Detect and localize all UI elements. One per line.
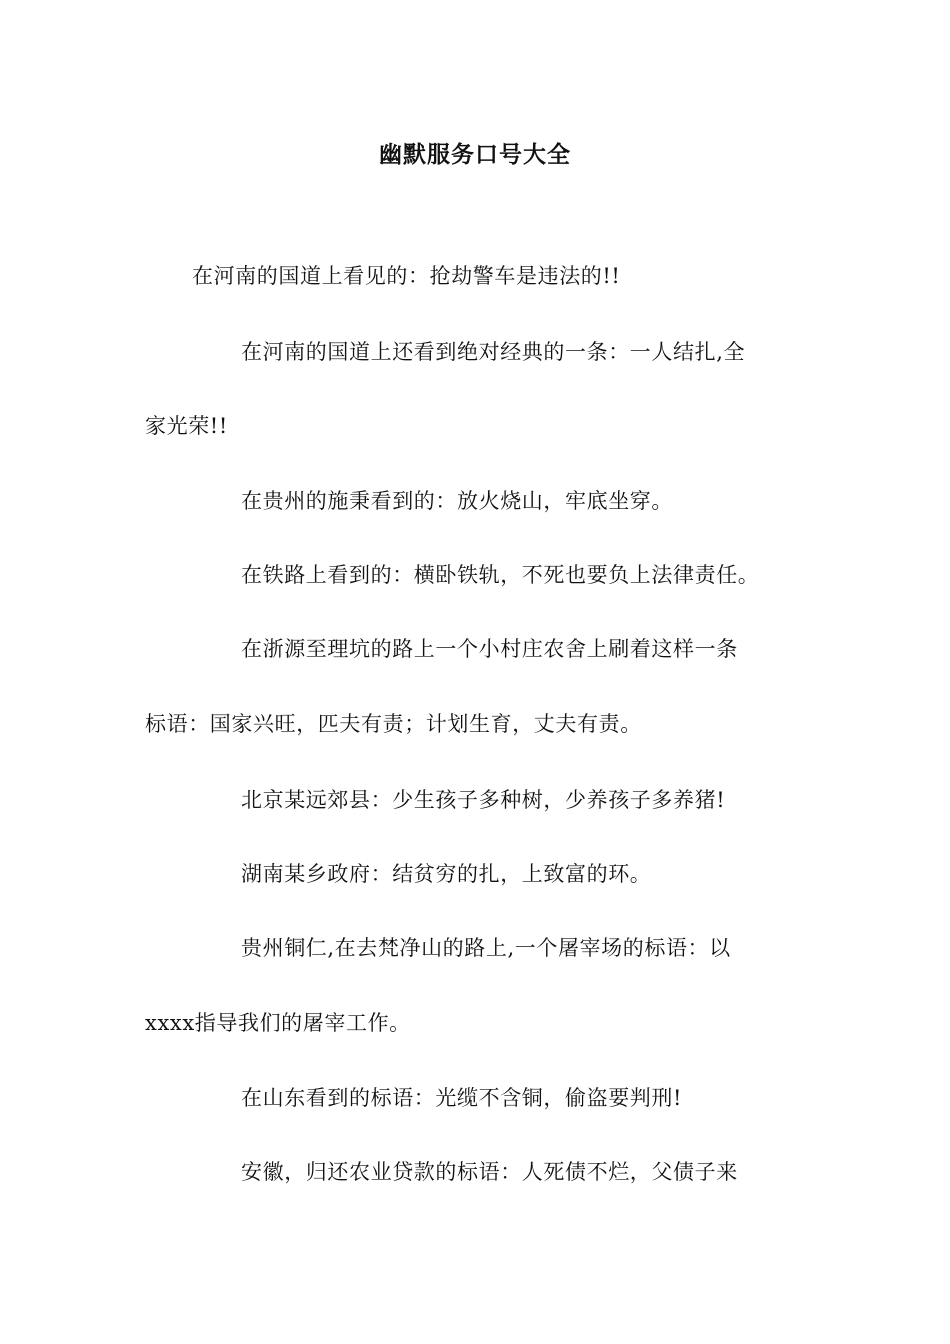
text-line: 北京某远郊县：少生孩子多种树，少养孩子多养猪! bbox=[241, 788, 726, 812]
text-line: 在贵州的施秉看到的：放火烧山，牢底坐穿。 bbox=[241, 489, 673, 513]
text-line: 标语：国家兴旺，匹夫有责；计划生育，丈夫有责。 bbox=[145, 712, 642, 736]
text-line: 在山东看到的标语：光缆不含铜，偷盗要判刑! bbox=[241, 1086, 683, 1110]
text-line: 在铁路上看到的：横卧铁轨，不死也要负上法律责任。 bbox=[241, 563, 760, 587]
text-line: xxxx指导我们的屠宰工作。 bbox=[145, 1011, 411, 1035]
text-line: 在河南的国道上还看到绝对经典的一条：一人结扎,全 bbox=[241, 340, 746, 364]
text-line: 安徽，归还农业贷款的标语：人死债不烂，父债子来 bbox=[241, 1160, 738, 1184]
text-line: 家光荣!! bbox=[145, 414, 228, 438]
text-line: 在河南的国道上看见的：抢劫警车是违法的!! bbox=[192, 264, 621, 288]
text-line: 湖南某乡政府：结贫穷的扎，上致富的环。 bbox=[241, 862, 652, 886]
text-line: 贵州铜仁,在去梵净山的路上,一个屠宰场的标语：以 bbox=[241, 936, 731, 960]
document-title: 幽默服务口号大全 bbox=[379, 141, 571, 168]
text-line: 在浙源至理坑的路上一个小村庄农舍上刷着这样一条 bbox=[241, 637, 738, 661]
